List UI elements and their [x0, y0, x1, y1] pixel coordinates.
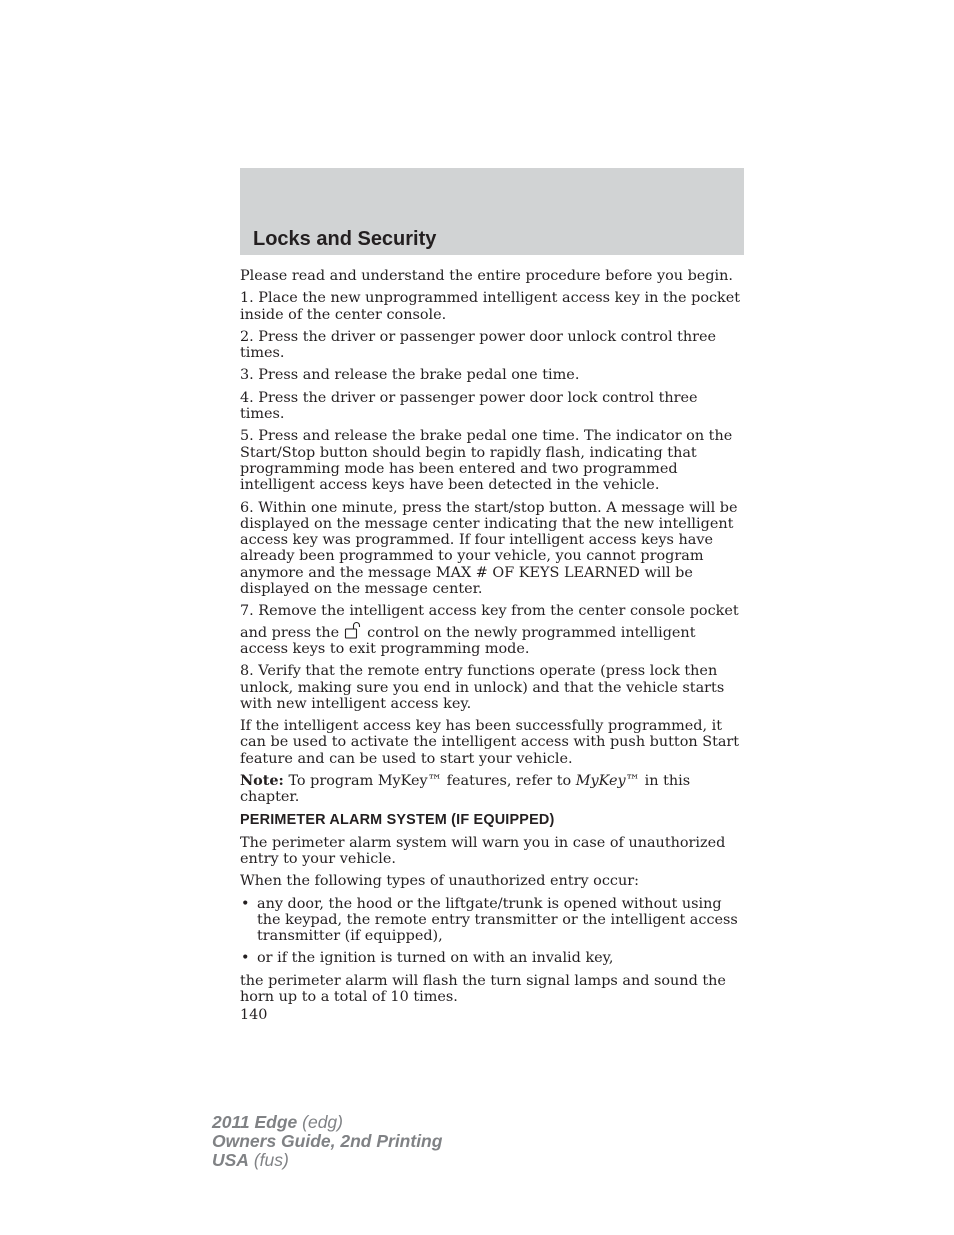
mykey-reference: MyKey™: [575, 773, 641, 790]
alarm-paragraph-1: The perimeter alarm system will warn you in case of unauthorized entry to your vehicle.: [240, 834, 726, 867]
step-4: 4. Press the driver or passenger power door lock control three times.: [240, 389, 698, 423]
note-label: Note:: [240, 772, 284, 790]
list-item: • or if the ignition is turned on with an invalid key,: [240, 950, 745, 966]
step-2: 2. Press the driver or passenger power door unlock control three times.: [240, 328, 717, 362]
intro-paragraph: Please read and understand the entire procedure before you begin.: [240, 268, 733, 284]
alarm-section-heading: PERIMETER ALARM SYSTEM (IF EQUIPPED): [240, 811, 555, 828]
step-3: 3. Press and release the brake pedal one time.: [240, 367, 580, 384]
footer-market: USA: [212, 1150, 249, 1170]
section-title: Locks and Security: [253, 228, 437, 250]
step-5: 5. Press and release the brake pedal one time. The indicator on the Start/Stop button should begin to rapidly flash, indicating that programming mode has been entered and two programmed intelligent access keys have been detected in the vehicle.: [240, 428, 733, 494]
step-7-text-after: control on the newly programmed intelligent access keys to exit programming mode.: [240, 624, 696, 657]
page-number: 140: [240, 1007, 268, 1024]
section-header-band: [240, 168, 744, 255]
step-6: 6. Within one minute, press the start/stop button. A message will be displayed on the message center indicating that the new intelligent access key was programmed. If four intelligent access keys have already been programmed to your vehicle, you cannot program anymore and the message MAX # OF KEYS LEARNED will be displayed on the message center.: [240, 499, 738, 598]
footer-line-1: [212, 1113, 442, 1132]
footer-guide-title: Owners Guide, 2nd Printing: [212, 1131, 443, 1151]
step-7: [240, 603, 745, 657]
footer-line-2: [212, 1132, 442, 1151]
note-text-before: To program MyKey™ features, refer to: [283, 773, 576, 790]
alarm-paragraph-3: the perimeter alarm will flash the turn signal lamps and sound the horn up to a total of 10 times.: [240, 972, 726, 1005]
step-1: 1. Place the new unprogrammed intelligent access key in the pocket inside of the center console.: [240, 290, 741, 323]
document-footer: [212, 1113, 442, 1170]
footer-model: 2011 Edge: [212, 1112, 298, 1132]
alarm-trigger-list: [240, 896, 745, 967]
footer-model-code: (edg): [297, 1112, 343, 1132]
list-item: • any door, the hood or the liftgate/trunk is opened without using the keypad, the remote entry transmitter or the intelligent access transmitter (if equipped),: [240, 896, 745, 945]
note-text-after: in this chapter.: [240, 773, 691, 806]
success-paragraph: If the intelligent access key has been successfully programmed, it can be used to activate the intelligent access with push button Start feature and can be used to start your vehicle.: [240, 718, 740, 767]
step-7-text-before: 7. Remove the intelligent access key from the center console pocket and press the: [240, 603, 739, 641]
unlock-padlock-icon: [342, 620, 362, 640]
page-content: [240, 268, 745, 1024]
footer-market-code: (fus): [248, 1150, 289, 1170]
step-8: 8. Verify that the remote entry functions operate (press lock then unlock, making sure you end in unlock) and that the vehicle starts with new intelligent access key.: [240, 663, 725, 712]
note-paragraph: [240, 773, 745, 806]
alarm-paragraph-2: When the following types of unauthorized entry occur:: [240, 873, 639, 890]
footer-line-3: [212, 1151, 442, 1170]
